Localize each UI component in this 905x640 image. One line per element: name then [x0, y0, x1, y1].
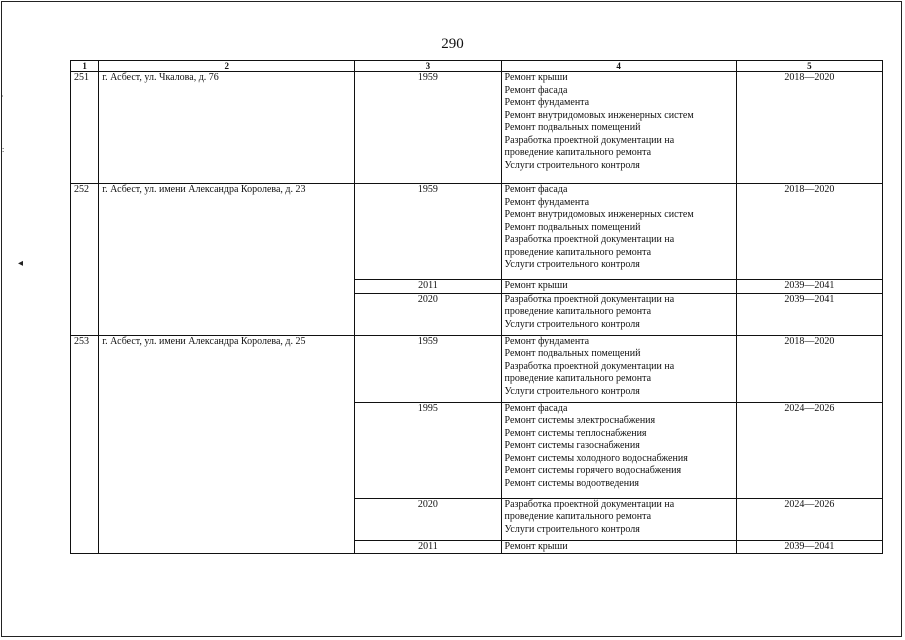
row-number: 251 — [71, 72, 99, 184]
year-cell: 1959 — [355, 335, 501, 402]
year-cell: 1959 — [355, 184, 501, 280]
period-cell: 2024—2026 — [736, 498, 882, 540]
period-cell: 2039—2041 — [736, 293, 882, 335]
period-cell: 2039—2041 — [736, 540, 882, 554]
work-item: Ремонт фасада — [504, 84, 568, 96]
work-item: Ремонт крыши — [504, 72, 568, 83]
work-item: Ремонт крыши — [504, 540, 568, 552]
work-item: Услуги строительного контроля — [504, 523, 640, 535]
work-item: Ремонт фасада — [504, 402, 568, 414]
table-row — [71, 184, 883, 280]
table-row — [71, 72, 883, 184]
period-cell: 2024—2026 — [736, 402, 882, 498]
work-item: проведение капитального ремонта — [504, 373, 652, 384]
period-cell: 2018—2020 — [736, 72, 882, 184]
work-item: Ремонт фундамента — [504, 335, 590, 347]
period-cell: 2039—2041 — [736, 280, 882, 294]
column-header: 3 — [355, 61, 501, 72]
work-item: Ремонт системы электроснабжения — [504, 415, 656, 426]
works-cell — [501, 540, 736, 554]
works-cell — [501, 498, 736, 540]
scan-artifact: : — [2, 145, 5, 154]
work-item: Ремонт фундамента — [504, 97, 590, 108]
work-item: проведение капитального ремонта — [504, 246, 652, 258]
column-header: 1 — [71, 61, 99, 72]
work-item: Ремонт внутридомовых инженерных систем — [504, 109, 694, 121]
work-item: проведение капитального ремонта — [504, 147, 652, 158]
column-header: 2 — [99, 61, 355, 72]
work-item: Разработка проектной документации на — [504, 360, 675, 372]
work-item: Ремонт внутридомовых инженерных систем — [504, 209, 694, 220]
work-item: Ремонт подвальных помещений — [504, 221, 641, 233]
works-cell — [501, 402, 736, 498]
work-item: Ремонт подвальных помещений — [504, 348, 641, 359]
work-item: Разработка проектной документации на — [504, 134, 675, 146]
column-header: 5 — [736, 61, 882, 72]
row-number: 253 — [71, 335, 99, 554]
work-item: Разработка проектной документации на — [504, 498, 675, 510]
year-cell: 2020 — [355, 498, 501, 540]
address-cell: г. Асбест, ул. Чкалова, д. 76 — [99, 72, 355, 184]
work-item: Ремонт системы газоснабжения — [504, 440, 640, 451]
work-item: Разработка проектной документации на — [504, 234, 675, 245]
table-row — [71, 335, 883, 402]
work-item: Услуги строительного контроля — [504, 318, 640, 330]
address-cell: г. Асбест, ул. имени Александра Королева, д. 23 — [99, 184, 355, 336]
work-item: Ремонт крыши — [504, 280, 568, 291]
work-item: проведение капитального ремонта — [504, 306, 652, 317]
work-item: Ремонт системы горячего водоснабжения — [504, 465, 682, 476]
address-cell: г. Асбест, ул. имени Александра Королева, д. 25 — [99, 335, 355, 554]
work-item: Ремонт системы водоотведения — [504, 477, 640, 489]
column-header: 4 — [501, 61, 736, 72]
work-item: Ремонт подвальных помещений — [504, 122, 641, 133]
table-body — [71, 72, 883, 554]
period-cell: 2018—2020 — [736, 335, 882, 402]
work-item: проведение капитального ремонта — [504, 511, 652, 522]
work-item: Услуги строительного контроля — [504, 385, 640, 397]
work-item: Ремонт фасада — [504, 184, 568, 195]
scan-artifact: ◂ — [18, 258, 24, 269]
work-item: Ремонт фундамента — [504, 196, 590, 208]
works-cell — [501, 335, 736, 402]
register-table — [70, 60, 883, 554]
works-cell — [501, 184, 736, 280]
year-cell: 2020 — [355, 293, 501, 335]
year-cell: 2011 — [355, 280, 501, 294]
work-item: Услуги строительного контроля — [504, 259, 640, 270]
work-item: Ремонт системы холодного водоснабжения — [504, 452, 688, 464]
scan-artifact: · — [1, 92, 4, 101]
header-row — [71, 61, 883, 72]
row-number: 252 — [71, 184, 99, 336]
works-cell — [501, 280, 736, 294]
year-cell: 1995 — [355, 402, 501, 498]
page-number: 290 — [441, 36, 464, 52]
year-cell: 1959 — [355, 72, 501, 184]
period-cell: 2018—2020 — [736, 184, 882, 280]
works-cell — [501, 72, 736, 184]
work-item: Ремонт системы теплоснабжения — [504, 427, 647, 439]
work-item: Услуги строительного контроля — [504, 159, 640, 171]
year-cell: 2011 — [355, 540, 501, 554]
works-cell — [501, 293, 736, 335]
work-item: Разработка проектной документации на — [504, 293, 675, 305]
